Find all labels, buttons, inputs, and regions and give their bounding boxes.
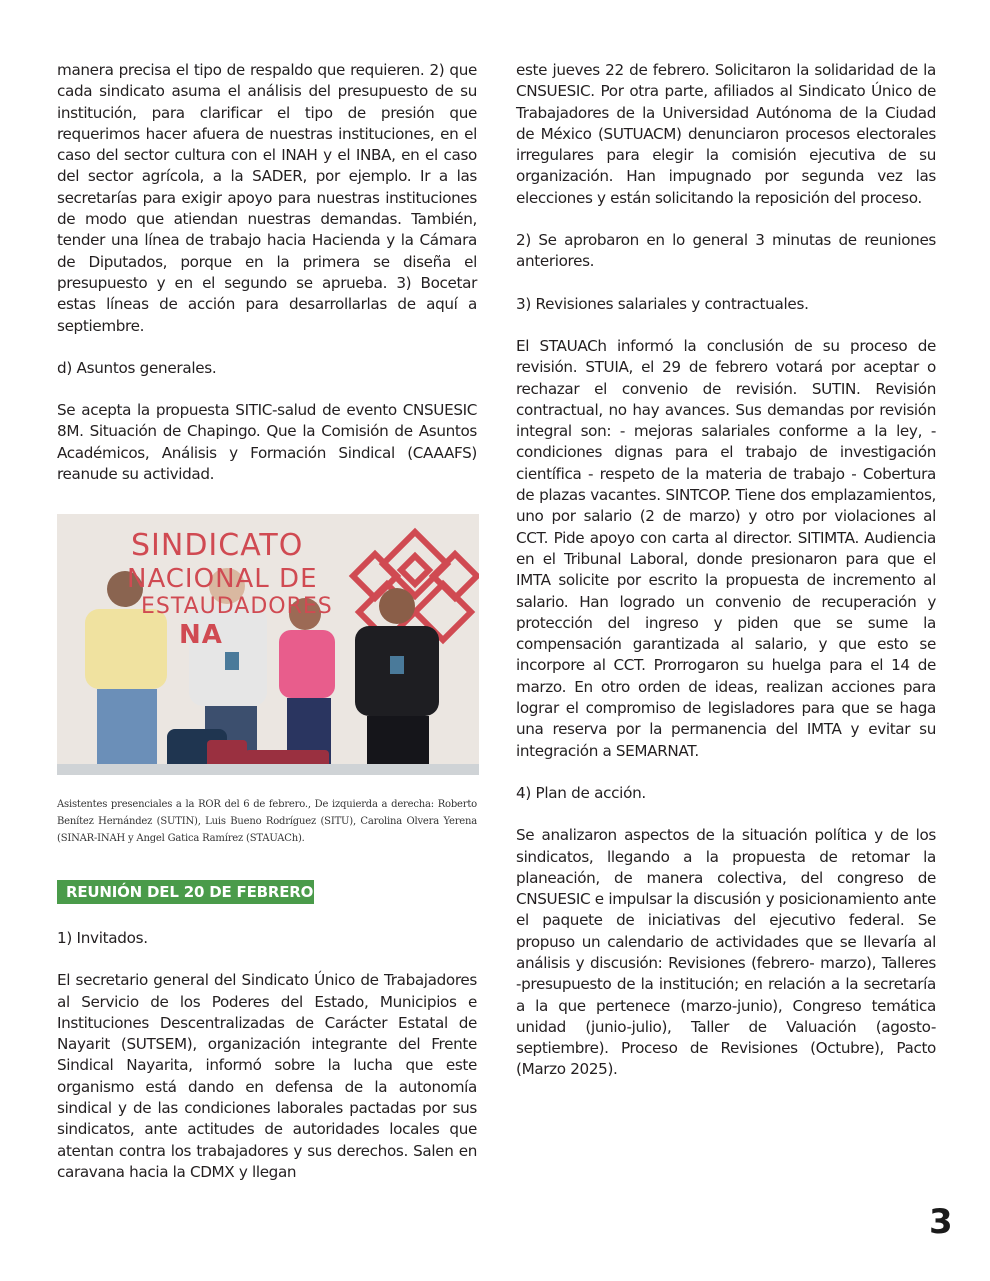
section-heading-invitados: 1) Invitados. bbox=[57, 929, 148, 947]
body-paragraph: manera precisa el tipo de respaldo que requieren. 2) que cada sindicato asuma el análisis del presupuesto de su institución, para clarificar el tipo de presión que requerimos hacer afuera de nuestras instituciones, en el caso del sector cultura con el INAH y el INBA, en el caso del sector agrícola, a la SADER, por ejemplo. Ir a las secretarías para exigir apoyo para nuestras instituciones de modo que atiendan nuestras demandas. También, tender una línea de trabajo hacia Hacienda y la Cámara de Diputados, porque en la primera se diseña el presupuesto y en el segundo se aprueba. 3) Bocetar estas líneas de acción para desarrollarlas de aquí a septiembre. bbox=[57, 61, 477, 335]
wall-sign-text: NACIONAL DE bbox=[127, 564, 318, 594]
right-column bbox=[516, 60, 936, 1081]
body-paragraph: Se analizaron aspectos de la situación política y de los sindicatos, llegando a la propuesta de retomar la planeación, de manera colectiva, del congreso de CNSUESIC e impulsar la discusión y posicionamiento ante el paquete de iniciativas del ejecutivo federal. Se propuso un calendario de actividades que se llevaría al análisis y discusión: Revisiones (febrero- marzo), Talleres -presupuesto de la institución; en relación a la secretaría a la que pertenece (marzo-junio), Congreso temática unidad (junio-julio), Taller de Valuación (agosto-septiembre). Proceso de Revisiones (Octubre), Pacto (Marzo 2025). bbox=[516, 826, 936, 1079]
body-paragraph: Se acepta la propuesta SITIC-salud de evento CNSUESIC 8M. Situación de Chapingo. Que la Comisión de Asuntos Académicos, Análisis y Formación Sindical (CAAAFS) reanude su actividad. bbox=[57, 401, 477, 484]
section-banner: REUNIÓN DEL 20 DE FEBRERO bbox=[57, 880, 314, 904]
section-heading-minutas: 2) Se aprobaron en lo general 3 minutas de reuniones anteriores. bbox=[516, 231, 936, 271]
page-number: 3 bbox=[929, 1202, 953, 1242]
left-column-lower bbox=[57, 928, 477, 1183]
body-paragraph: este jueves 22 de febrero. Solicitaron la solidaridad de la CNSUESIC. Por otra parte, afiliados al Sindicato Único de Trabajadores de la Universidad Autónoma de la Ciudad de México (SUTUACM) denunciaron procesos electorales irregulares para elegir la comisión ejecutiva de su organización. Han impugnado por segunda vez las elecciones y están solicitando la reposición del proceso. bbox=[516, 61, 936, 207]
photo-caption: Asistentes presenciales a la ROR del 6 de febrero., De izquierda a derecha: Roberto Benítez Hernández (SUTIN), Luis Bueno Rodríguez (SITU), Carolina Olvera Yerena (SINAR-INAH y Angel Gatica Ramírez (STAUACh). bbox=[57, 799, 477, 844]
wall-sign-text: NA bbox=[179, 620, 223, 650]
section-heading-revisiones: 3) Revisiones salariales y contractuales. bbox=[516, 294, 809, 313]
left-column bbox=[57, 60, 477, 485]
section-heading-plan-de-accion: 4) Plan de acción. bbox=[516, 783, 646, 802]
wall-sign-text: SINDICATO bbox=[131, 528, 304, 563]
section-heading-asuntos-generales: d) Asuntos generales. bbox=[57, 358, 217, 377]
meeting-photo bbox=[57, 514, 479, 775]
body-paragraph: El STAUACh informó la conclusión de su proceso de revisión. STUIA, el 29 de febrero votará por aceptar o rechazar el convenio de revisión. SUTIN. Revisión contractual, no hay avances. Sus demandas por revisión integral son: - mejoras salariales conforme a la ley, - condiciones dignas para el trabajo de investigación científica - respeto de la materia de trabajo - Cobertura de plazas vacantes. SINTCOP. Tiene dos emplazamientos, uno por salario (2 de marzo) y otro por violaciones al CCT. Pide apoyo con carta al director. SITIMTA. Audiencia en el Tribunal Laboral, donde presionaron para que el IMTA solicite por escrito la propuesta de incremento al salario. Han logrado un convenio de recuperación y protección del ingreso y piden que se sume la compensación garantizada al salario, y que esto se incorpore al CCT. Prorrogaron su huelga para el 14 de marzo. En otro orden de ideas, realizan acciones para lograr el compromiso de legisladores para que se haga una reserva por la permanencia del IMTA y evitar su integración a SEMARNAT. bbox=[516, 336, 936, 760]
body-paragraph: El secretario general del Sindicato Único de Trabajadores al Servicio de los Poderes del Estado, Municipios e Instituciones Descentralizadas de Carácter Estatal de Nayarit (SUTSEM), organización integrante del Frente Sindical Nayarita, informó sobre la lucha que este organismo está dando en defensa de la autonomía sindical y de las condiciones laborales pactadas por sus sindicatos, ante actitudes de autoridades locales que atentan contra los trabajadores y sus derechos. Salen en caravana hacia la CDMX y llegan bbox=[57, 971, 477, 1181]
wall-sign-text: ESTAUDADORES bbox=[141, 594, 333, 619]
